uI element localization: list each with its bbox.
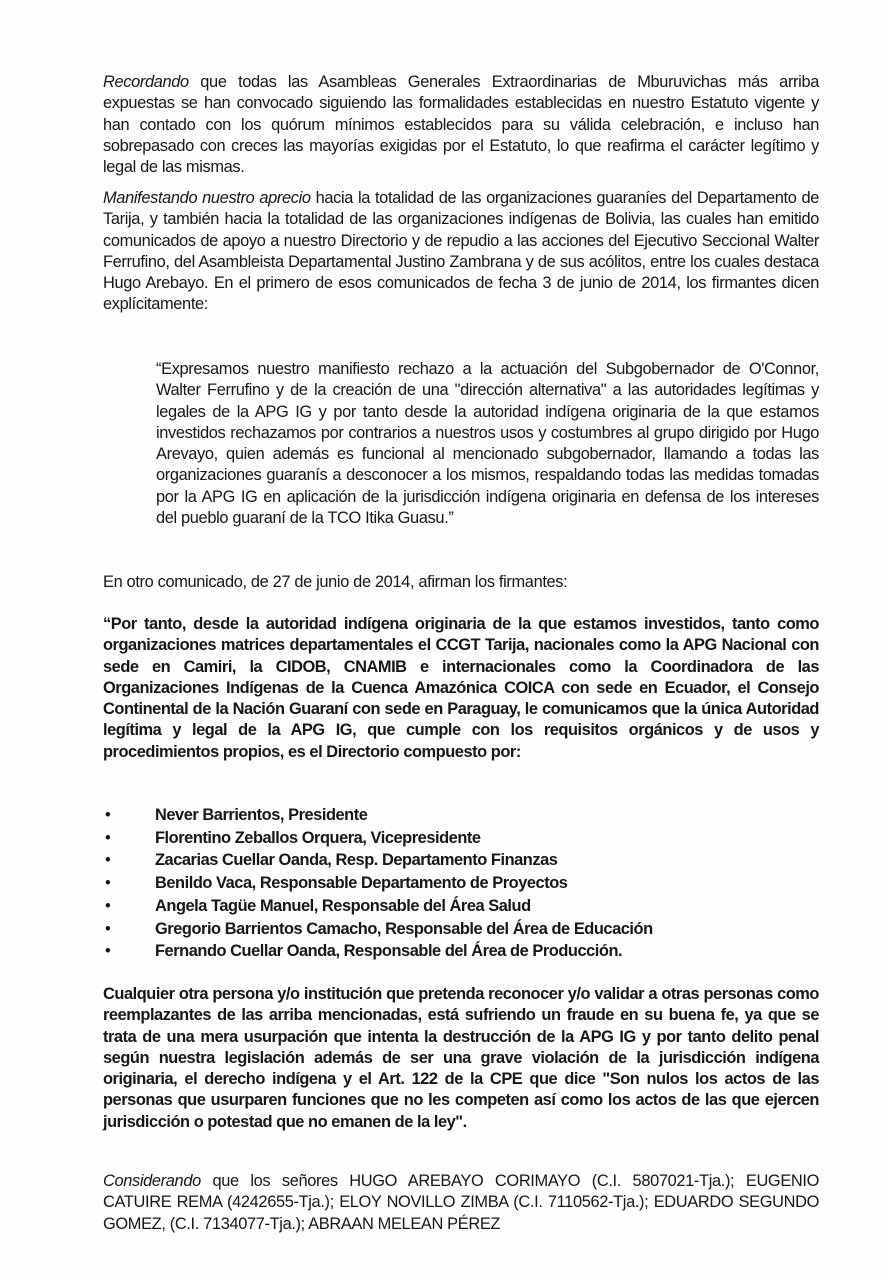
list-item [103, 872, 819, 895]
bullet-icon: • [105, 851, 111, 870]
paragraph-considerando [103, 1171, 819, 1235]
paragraph-text: hacia la totalidad de las organizaciones guaraníes del Departamento de Tarija, y también hacia la totalidad de las organizaciones indígenas de Bolivia, las cuales han emitido comunicados de apoyo a nuestro Directorio y de repudio a las acciones del Ejecutivo Seccional Walter Ferrufino, del Asambleista Departamental Justino Zambrana y de sus acólitos, entre los cuales destaca Hugo Arebayo. En el primero de esos comunicados de fecha 3 de junio de 2014, los firmantes dicen explícitamente: [103, 189, 819, 314]
list-item [103, 940, 819, 963]
paragraph-otro-comunicado: En otro comunicado, de 27 de junio de 2014, afirman los firmantes: [103, 573, 568, 591]
paragraph-recordando [103, 72, 819, 178]
paragraph-cualquier-otra-persona: Cualquier otra persona y/o institución que pretenda reconocer y/o validar a otras personas como reemplazantes de las arriba mencionadas, está sufriendo un fraude en su buena fe, ya que se trata de una mera usurpación que intenta la destrucción de la APG IG y por tanto delito penal según nuestra legislación además de ser una grave violación de la jurisdicción indígena originaria, el derecho indígena y el Art. 122 de la CPE que dice "Son nulos los actos de las personas que usurparen funciones que no les competen así como los actos de las que ejercen jurisdicción o potestad que no emanen de la ley". [103, 985, 819, 1131]
member-text: Never Barrientos, Presidente [155, 806, 368, 824]
member-text: Florentino Zeballos Orquera, Vicepresidente [155, 828, 481, 847]
list-item [103, 827, 819, 850]
list-item [103, 804, 819, 827]
member-text: Benildo Vaca, Responsable Departamento de Proyectos [155, 874, 568, 893]
bullet-icon: • [105, 919, 111, 938]
paragraph-text: que todas las Asambleas Generales Extraordinarias de Mburuvichas más arriba expuestas se han convocado siguiendo las formalidades establecidas en nuestro Estatuto vigente y han contado con los quórum mínimos establecidos para su válida celebración, e incluso han sobrepasado con creces las mayorías exigidas por el Estatuto, lo que reafirma el carácter legítimo y legal de las mismas. [103, 73, 819, 177]
paragraph-lead-italic: Recordando [103, 73, 189, 91]
paragraph-manifestando [103, 188, 819, 316]
directorio-list [103, 804, 819, 963]
paragraph-lead-italic: Manifestando nuestro aprecio [103, 189, 311, 207]
paragraph-lead-italic: Considerando [103, 1172, 201, 1190]
quote-comunicado-3-junio: “Expresamos nuestro manifiesto rechazo a la actuación del Subgobernador de O'Connor, Walter Ferrufino y de la creación de una "dirección alternativa" a las autoridades legítimas y legales de la APG IG y por tanto desde la autoridad indígena originaria de la que estamos investidos rechazamos por contrarios a nuestros usos y costumbres al grupo dirigido por Hugo Arevayo, quien además es funcional al mencionado subgobernador, llamando a todas las organizaciones guaranís a desconocer a los mismos, respaldando todas las medidas tomadas por la APG IG en aplicación de la jurisdicción indígena originaria en defensa de los intereses del pueblo guaraní de la TCO Itika Guasu.” [156, 360, 819, 528]
bullet-icon: • [105, 942, 111, 961]
member-text: Fernando Cuellar Oanda, Responsable del Área de Producción. [155, 942, 623, 961]
list-item [103, 918, 819, 941]
paragraph-text: que los señores HUGO AREBAYO CORIMAYO (C.I. 5807021-Tja.); EUGENIO CATUIRE REMA (4242655-Tja.); ELOY NOVILLO ZIMBA (C.I. 7110562-Tja.); EDUARDO SEGUNDO GOMEZ, (C.I. 7134077-Tja.); ABRAAN MELEAN PÉREZ [103, 1172, 819, 1233]
bullet-icon: • [105, 896, 111, 915]
bullet-icon: • [105, 806, 111, 824]
member-text: Gregorio Barrientos Camacho, Responsable del Área de Educación [155, 919, 653, 938]
list-item [103, 895, 819, 918]
bullet-icon: • [105, 874, 111, 893]
list-item [103, 849, 819, 872]
bullet-icon: • [105, 828, 111, 847]
member-text: Angela Tagüe Manuel, Responsable del Área Salud [155, 896, 531, 915]
member-text: Zacarias Cuellar Oanda, Resp. Departamento Finanzas [155, 851, 558, 870]
quote-comunicado-27-junio: “Por tanto, desde la autoridad indígena originaria de la que estamos investidos, tanto como organizaciones matrices departamentales el CCGT Tarija, nacionales como la APG Nacional con sede en Camiri, la CIDOB, CNAMIB e internacionales como la Coordinadora de las Organizaciones Indígenas de la Cuenca Amazónica COICA con sede en Ecuador, el Consejo Continental de la Nación Guaraní con sede en Paraguay, le comunicamos que la única Autoridad legítima y legal de la APG IG, que cumple con los requisitos orgánicos y de usos y procedimientos propios, es el Directorio compuesto por: [103, 615, 819, 761]
